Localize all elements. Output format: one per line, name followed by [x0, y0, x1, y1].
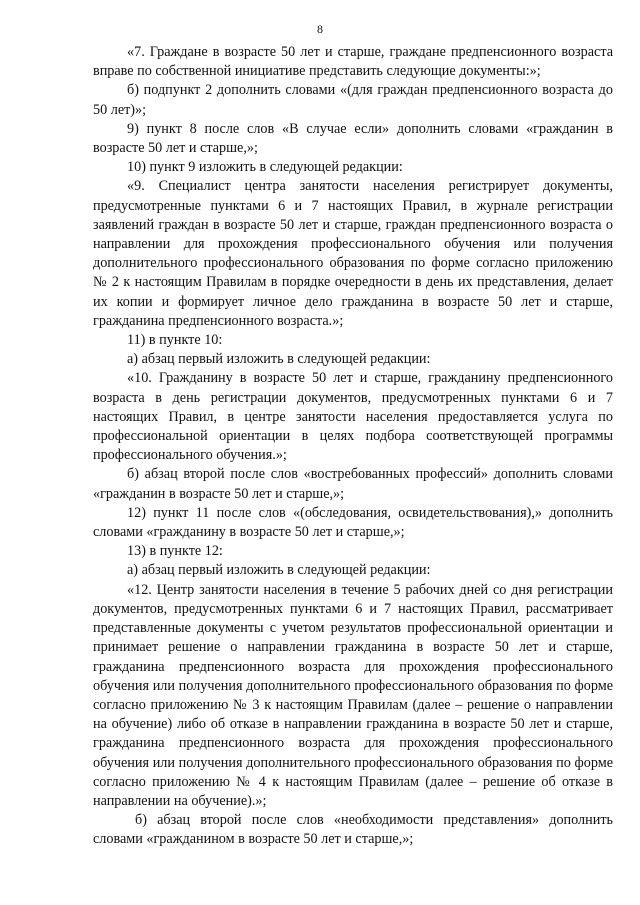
paragraph-point-11: 11) в пункте 10:: [127, 332, 223, 349]
paragraph-subitem-b-3: б) абзац второй после слов «необходимости представления» дополнить словами «гражданином в возрасте 50 лет и старше,»;: [93, 812, 613, 848]
paragraph-quoted-12: «12. Центр занятости населения в течение 5 рабочих дней со дня регистрации документов, предусмотренных пунктами 6 и 7 настоящих Правил, рассматривает представленные документы с учетом результатов профессиональной ориентации и принимает решение о направлении гражданина в возрасте 50 лет и старше, гражданина предпенсионного возраста для прохождения профессионального обучения или получения дополнительного профессионального образования по форме согласно приложению № 3 к настоящим Правилам (далее – решение о направлении на обучение) либо об отказе в направлении гражданина в возрасте 50 лет и старше, гражданина предпенсионного возраста для прохождения профессионального обучения или получения дополнительного профессионального образования по форме согласно приложению № 4 к настоящим Правилам (далее – решение об отказе в направлении на обучение).»;: [93, 581, 613, 809]
paragraph-point-10: 10) пункт 9 изложить в следующей редакции:: [127, 159, 403, 176]
paragraph-subitem-a-1: а) абзац первый изложить в следующей редакции:: [127, 351, 431, 368]
paragraph-subitem-b-1: б) подпункт 2 дополнить словами «(для граждан предпенсионного возраста до 50 лет)»;: [93, 82, 613, 118]
paragraph-item-7: «7. Граждане в возрасте 50 лет и старше, граждане предпенсионного возраста вправе по собственной инициативе представить следующие документы:»;: [93, 44, 613, 80]
paragraph-subitem-a-2: а) абзац первый изложить в следующей редакции:: [127, 562, 431, 579]
paragraph-point-13: 13) в пункте 12:: [127, 543, 223, 560]
paragraph-quoted-10: «10. Гражданину в возрасте 50 лет и старше, гражданину предпенсионного возраста в день регистрации документов, предусмотренных пунктами 6 и 7 настоящих Правил, в центре занятости населения предоставляется услуга по профессиональной ориентации в целях подбора соответствующей программы профессионального обучения.»;: [93, 370, 613, 464]
document-body: [93, 43, 613, 850]
paragraph-point-12: 12) пункт 11 после слов «(обследования, освидетельствования),» дополнить словами «гражданину в возрасте 50 лет и старше,»;: [93, 504, 613, 541]
paragraph-point-9: 9) пункт 8 после слов «В случае если» дополнить словами «гражданин в возрасте 50 лет и старше,»;: [93, 120, 613, 157]
paragraph-quoted-9: «9. Специалист центра занятости населения регистрирует документы, предусмотренные пунктами 6 и 7 настоящих Правил, в журнале регистрации заявлений граждан в возрасте 50 лет и старше, граждан предпенсионного возраста о направлении для прохождения профессионального обучения или получения дополнительного профессионального образования по форме согласно приложению № 2 к настоящим Правилам в порядке очередности в день их представления, делает их копии и формирует личное дело гражданина в возрасте 50 лет и старше, гражданина предпенсионного возраста.»;: [93, 178, 613, 329]
paragraph-subitem-b-2: б) абзац второй после слов «востребованных профессий» дополнить словами «гражданин в возрасте 50 лет и старше,»;: [93, 466, 613, 502]
page-number: 8: [317, 22, 323, 36]
